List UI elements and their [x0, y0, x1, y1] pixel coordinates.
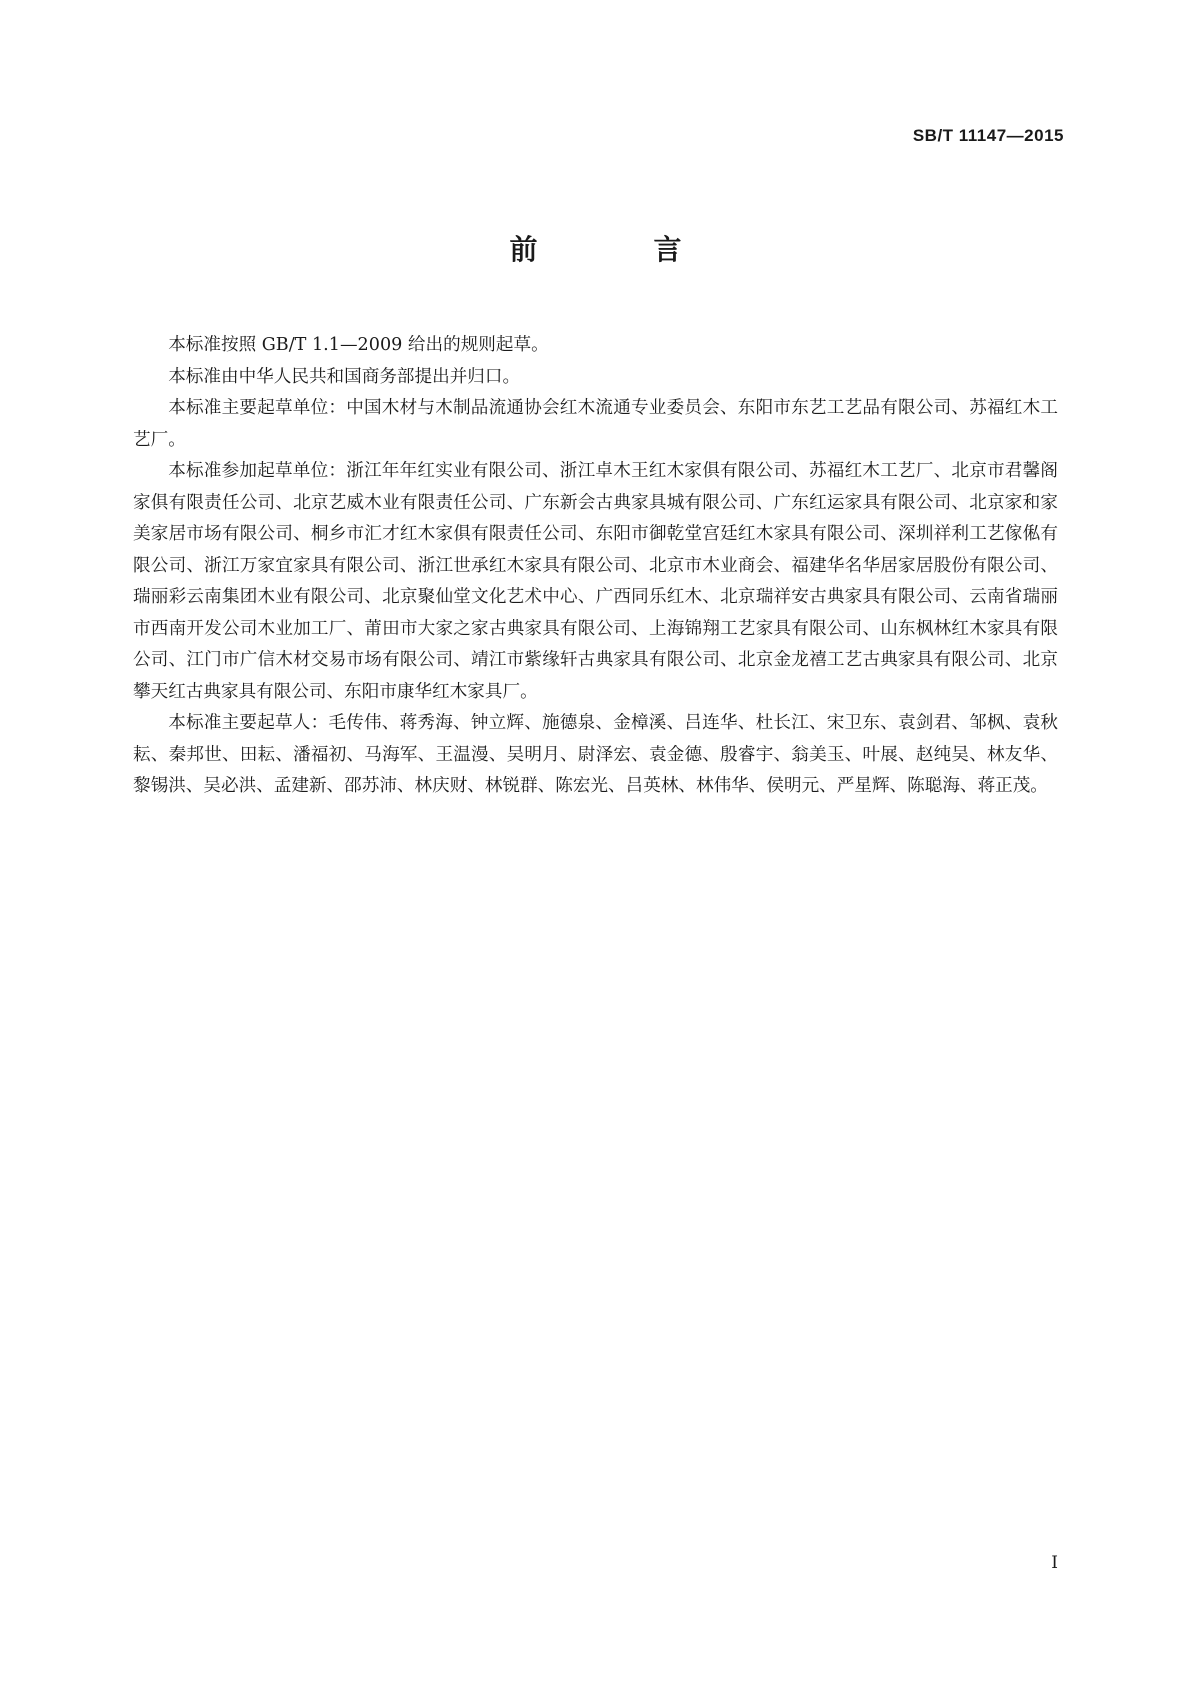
- paragraph-drafting-rules: 本标准按照 GB/T 1.1—2009 给出的规则起草。: [168, 335, 549, 355]
- page-number: I: [1051, 1553, 1058, 1573]
- page-title: 前 言: [509, 233, 726, 266]
- paragraph-main-drafters: 本标准主要起草人：毛传伟、蒋秀海、钟立辉、施德泉、金樟溪、吕连华、杜长江、宋卫东、袁剑君、邹枫、袁秋耘、秦邦世、田耘、潘福初、马海军、王温漫、吴明月、尉泽宏、袁金德、殷睿宇、翁美玉、叶展、赵纯吴、林友华、黎锡洪、吴必洪、孟建新、邵苏沛、林庆财、林锐群、陈宏光、吕英林、林伟华、侯明元、严星辉、陈聪海、蒋正茂。: [133, 713, 1058, 796]
- standard-number: SB/T 11147—2015: [912, 126, 1064, 145]
- paragraph-participating-units: 本标准参加起草单位：浙江年年红实业有限公司、浙江卓木王红木家俱有限公司、苏福红木工艺厂、北京市君馨阁家俱有限责任公司、北京艺威木业有限责任公司、广东新会古典家具城有限公司、广东红运家具有限公司、北京家和家美家居市场有限公司、桐乡市汇才红木家俱有限责任公司、东阳市御乾堂宫廷红木家具有限公司、深圳祥利工艺傢俬有限公司、浙江万家宜家具有限公司、浙江世承红木家具有限公司、北京市木业商会、福建华名华居家居股份有限公司、瑞丽彩云南集团木业有限公司、北京聚仙堂文化艺术中心、广西同乐红木、北京瑞祥安古典家具有限公司、云南省瑞丽市西南开发公司木业加工厂、莆田市大家之家古典家具有限公司、上海锦翔工艺家具有限公司、山东枫林红木家具有限公司、江门市广信木材交易市场有限公司、靖江市紫缘轩古典家具有限公司、北京金龙禧工艺古典家具有限公司、北京攀天红古典家具有限公司、东阳市康华红木家具厂。: [133, 461, 1058, 702]
- paragraph-proposer: 本标准由中华人民共和国商务部提出并归口。: [168, 366, 521, 387]
- paragraph-main-drafting-units: 本标准主要起草单位：中国木材与木制品流通协会红木流通专业委员会、东阳市东艺工艺品有限公司、苏福红木工艺厂。: [133, 398, 1058, 450]
- foreword-body: [133, 330, 1058, 803]
